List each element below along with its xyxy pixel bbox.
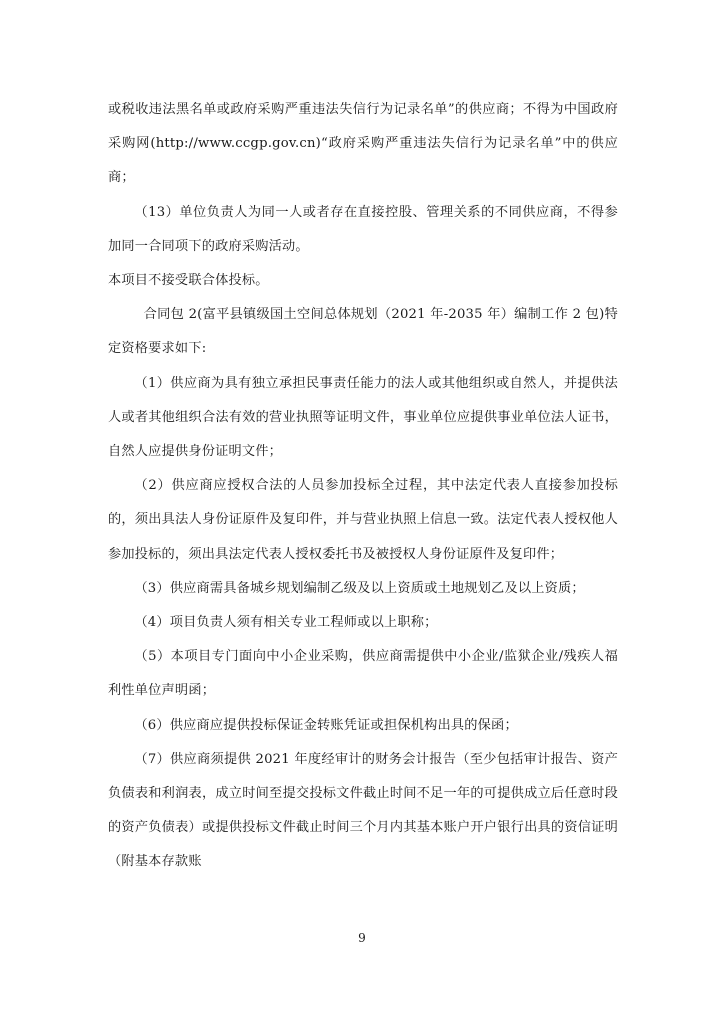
paragraph-no-consortium: 本项目不接受联合体投标。 [108, 273, 269, 289]
paragraph-blacklist-continuation: 或税收违法黑名单或政府采购严重违法失信行为记录名单”的供应商；不得为中国政府采购网(http://www.ccgp.gov.cn)“政府采购严重违法失信行为记录名单”中的供应商； [108, 102, 618, 186]
paragraph-item-7: （7）供应商须提供 2021 年度经审计的财务会计报告（至少包括审计报告、资产负债表和利润表，成立时间至提交投标文件截止时间不足一年的可提供成立后任意时段的资产负债表）或提供投标文件截止时间三个月内其基本账户开户银行出具的资信证明（附基本存款账 [108, 751, 618, 870]
paragraph-item-1: （1）供应商为具有独立承担民事责任能力的法人或其他组织或自然人，并提供法人或者其他组织合法有效的营业执照等证明文件，事业单位应提供事业单位法人证书，自然人应提供身份证明文件； [108, 375, 618, 460]
paragraph-item-6: （6）供应商应提供投标保证金转账凭证或担保机构出具的保函； [134, 717, 518, 733]
paragraph-contract-package-2: 合同包 2(富平县镇级国土空间总体规划（2021 年-2035 年）编制工作 2 包)特定资格要求如下: [108, 307, 618, 357]
paragraph-item-4: （4）项目负责人须有相关专业工程师或以上职称； [134, 615, 438, 631]
page-number: 9 [358, 931, 366, 945]
paragraph-item-13: （13）单位负责人为同一人或者存在直接控股、管理关系的不同供应商，不得参加同一合同项下的政府采购活动。 [108, 204, 618, 254]
paragraph-item-5: （5）本项目专门面向中小企业采购，供应商需提供中小企业/监狱企业/残疾人福利性单位声明函； [108, 649, 618, 699]
body-text [108, 93, 618, 880]
paragraph-item-3: （3）供应商需具备城乡规划编制乙级及以上资质或土地规划乙及以上资质； [134, 580, 585, 596]
paragraph-item-2: （2）供应商应授权合法的人员参加投标全过程，其中法定代表人直接参加投标的，须出具法人身份证原件及复印件，并与营业执照上信息一致。法定代表人授权他人参加投标的，须出具法定代表人授权委托书及被授权人身份证原件及复印件； [108, 478, 618, 562]
